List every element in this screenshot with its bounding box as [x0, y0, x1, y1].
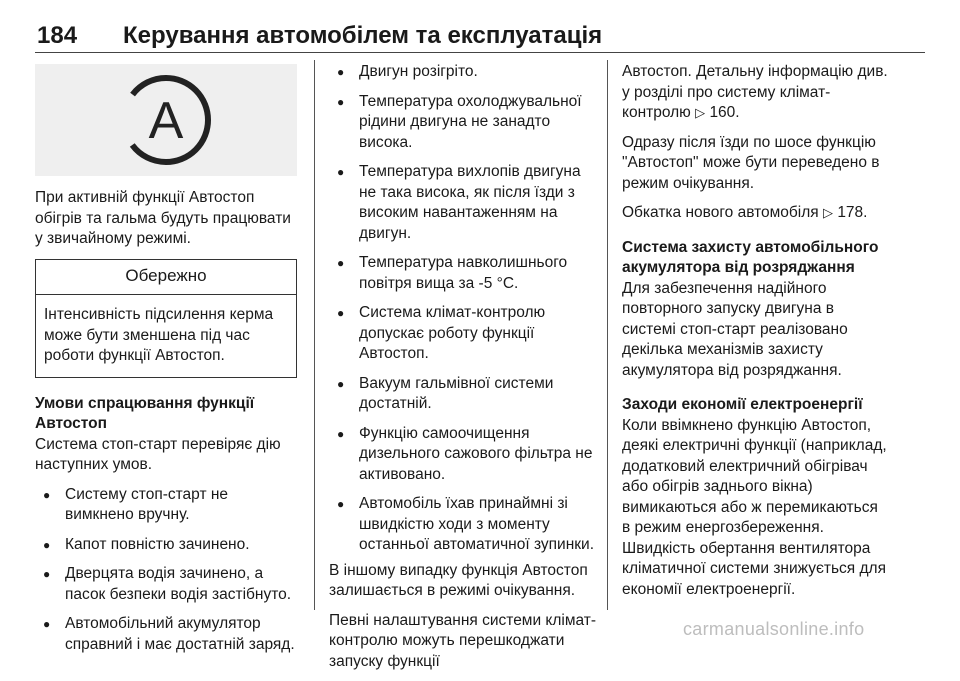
list-item: ● Автомобільний акумулятор справний і має достатній заряд.	[35, 614, 297, 655]
column-2	[329, 62, 597, 681]
page-reference-link[interactable]: 178.	[837, 204, 868, 221]
conditions-list	[35, 485, 297, 656]
column-divider	[607, 60, 608, 610]
list-item: ● Систему стоп-старт не вимкнено вручну.	[35, 485, 297, 526]
highway-paragraph: Одразу після їзди по шосе функцію "Автостоп" може бути переведено в режим очікування.	[622, 133, 880, 192]
climate-paragraph-continued	[622, 62, 890, 124]
energy-heading: Заходи економії електроенергії	[622, 396, 863, 413]
page-reference-icon: ▷	[695, 105, 706, 120]
page-header	[35, 22, 925, 53]
auto-stop-icon-panel	[35, 64, 297, 176]
page-reference-link[interactable]: 160.	[709, 104, 740, 121]
list-item: ● Двигун розігріто.	[329, 62, 597, 83]
break-in-paragraph	[622, 203, 890, 224]
auto-stop-icon	[96, 68, 236, 172]
list-item: ● Система клімат-контролю допускає роботу функції Автостоп.	[329, 303, 597, 365]
list-item: ● Дверцята водія зачинено, а пасок безпеки водія застібнуто.	[35, 564, 297, 605]
battery-heading: Система захисту автомобільного акумулятора від розряджання	[622, 238, 879, 276]
caution-box	[35, 259, 297, 378]
caution-text: Інтенсивність підсилення керма може бути зменшена під час роботи функції Автостоп.	[44, 306, 274, 364]
column-3	[622, 62, 890, 609]
conditions-heading: Умови спрацювання функції Автостоп	[35, 394, 255, 432]
standby-paragraph: В іншому випадку функція Автостоп залишається в режимі очікування.	[329, 561, 588, 599]
conditions-list-continued	[329, 62, 597, 556]
list-item: ● Автомобіль їхав принаймні зі швидкістю ходи з моменту останньої автоматичної зупинки.	[329, 494, 597, 556]
energy-paragraph: Коли ввімкнено функцію Автостоп, деякі електричні функції (наприклад, додатковий електричний обігрівач або обігрів заднього вікна) вимикаються або ж перемикаються в режим енергозбереження. Швидкість обертання вентилятора кліматичної системи знижується для економії електроенергії.	[622, 416, 887, 598]
page-number: 184	[37, 22, 78, 49]
intro-paragraph: При активній функції Автостоп обігрів та гальма будуть працювати у звичайному режимі.	[35, 189, 291, 247]
list-item: ● Капот повністю зачинено.	[35, 535, 297, 556]
list-item: ● Функцію самоочищення дизельного сажового фільтра не активовано.	[329, 424, 597, 486]
column-divider	[314, 60, 315, 610]
watermark: carmanualsonline.info	[683, 619, 865, 639]
break-in-text: Обкатка нового автомобіля	[622, 204, 819, 221]
column-1	[35, 62, 297, 664]
caution-title: Обережно	[36, 260, 296, 296]
page-reference-icon: ▷	[823, 205, 833, 220]
auto-stop-letter: A	[148, 92, 184, 150]
page-title: Керування автомобілем та експлуатація	[123, 22, 603, 49]
list-item: ● Температура вихлопів двигуна не така висока, як після їзди з високим навантаженням на двигун.	[329, 162, 597, 244]
battery-paragraph: Для забезпечення надійного повторного запуску двигуна в системі стоп-старт реалізовано декілька механізмів захисту акумулятора від розряджання.	[622, 279, 848, 379]
climate-reference-text: Автостоп. Детальну інформацію див. у розділі про систему клімат-контролю	[622, 63, 888, 121]
list-item: ● Вакуум гальмівної системи достатній.	[329, 374, 597, 415]
list-item: ● Температура навколишнього повітря вища за -5 °C.	[329, 253, 597, 294]
list-item: ● Температура охолоджувальної рідини двигуна не занадто висока.	[329, 92, 597, 154]
climate-paragraph: Певні налаштування системи клімат-контролю можуть перешкоджати запуску функції	[329, 611, 597, 670]
conditions-intro: Система стоп-старт перевіряє дію наступних умов.	[35, 435, 281, 473]
